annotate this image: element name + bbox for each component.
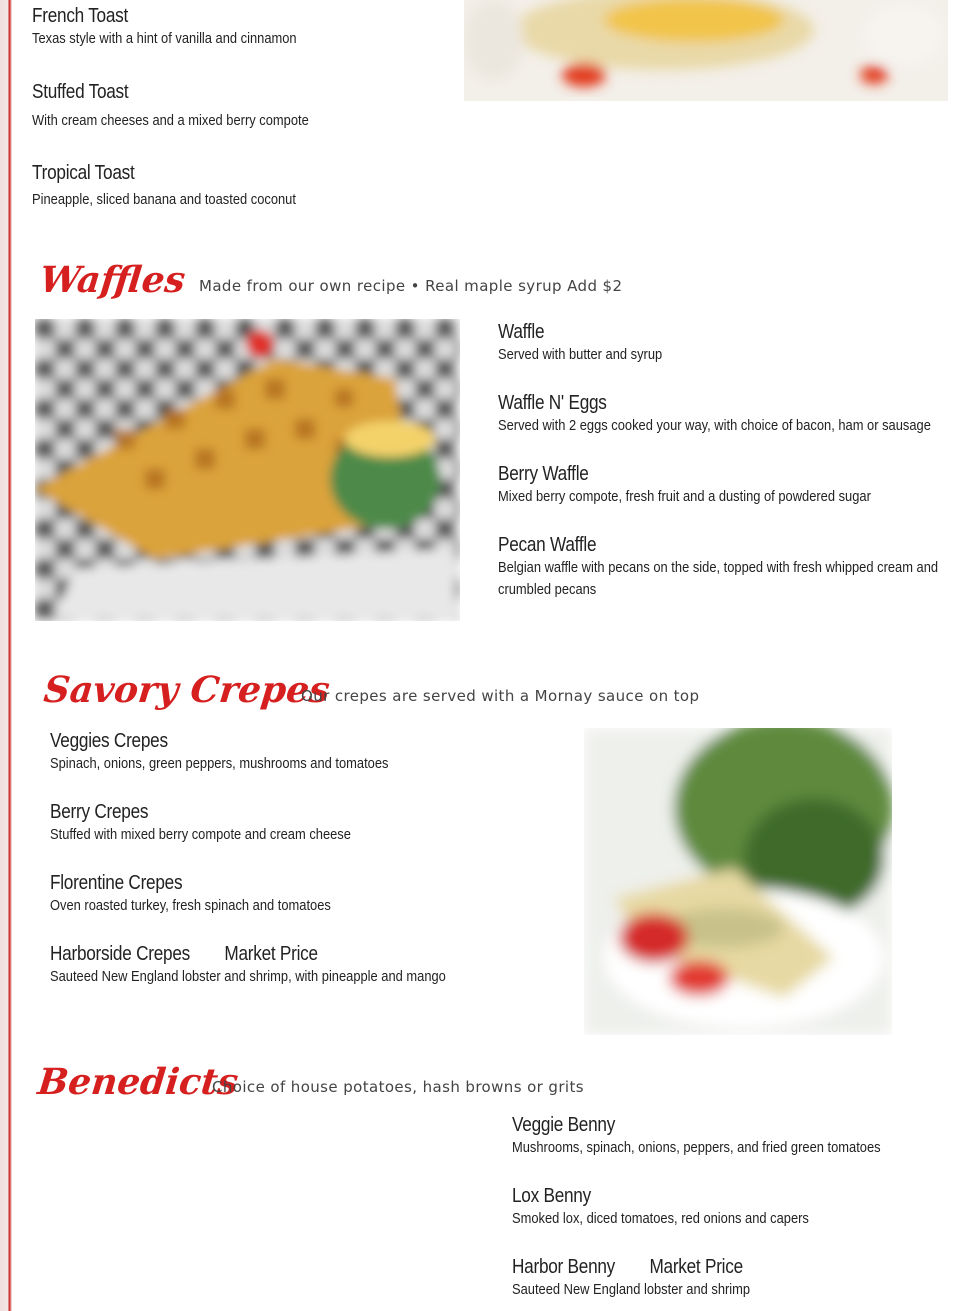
waffle-photo bbox=[35, 319, 460, 621]
item-name: Harbor Benny bbox=[512, 1256, 616, 1278]
item-description: Mushrooms, spinach, onions, peppers, and fried green tomatoes bbox=[512, 1139, 881, 1156]
item-name: Pecan Waffle bbox=[498, 534, 597, 556]
menu-item-harborside-crepes bbox=[50, 942, 510, 988]
crepe-photo bbox=[584, 728, 892, 1035]
item-description: Pineapple, sliced banana and toasted coconut bbox=[32, 191, 296, 208]
section-title-savory-crepes: Savory Crepes bbox=[41, 669, 332, 711]
item-price: Market Price bbox=[224, 943, 318, 965]
item-name: Florentine Crepes bbox=[50, 872, 183, 894]
item-name: Veggies Crepes bbox=[50, 730, 168, 752]
item-description: Mixed berry compote, fresh fruit and a dusting of powdered sugar bbox=[498, 488, 871, 505]
toast-photo bbox=[464, 0, 948, 101]
item-name: Berry Crepes bbox=[50, 801, 149, 823]
menu-item-lox-benny bbox=[512, 1184, 857, 1230]
left-border-rule bbox=[0, 0, 12, 1311]
menu-item-french-toast bbox=[32, 4, 340, 50]
menu-item-waffle-n-eggs bbox=[498, 391, 965, 437]
item-name: Harborside Crepes bbox=[50, 943, 190, 965]
menu-item-harbor-benny bbox=[512, 1255, 789, 1301]
item-name-with-price bbox=[512, 1255, 750, 1279]
item-description: Stuffed with mixed berry compote and cream cheese bbox=[50, 826, 351, 843]
menu-item-berry-waffle bbox=[498, 462, 932, 508]
item-description: Spinach, onions, green peppers, mushrooms and tomatoes bbox=[50, 755, 389, 772]
section-note-crepes: Our crepes are served with a Mornay sauce on top bbox=[301, 687, 700, 705]
item-description: Texas style with a hint of vanilla and cinnamon bbox=[32, 30, 297, 47]
item-name: Stuffed Toast bbox=[32, 81, 129, 103]
menu-item-florentine-crepes bbox=[50, 871, 377, 917]
section-note-benedicts: Choice of house potatoes, hash browns or grits bbox=[212, 1078, 584, 1096]
item-name: Veggie Benny bbox=[512, 1114, 616, 1136]
item-name: Waffle N' Eggs bbox=[498, 392, 607, 414]
menu-item-veggies-crepes bbox=[50, 729, 444, 775]
menu-item-stuffed-toast bbox=[32, 80, 354, 132]
item-name: Waffle bbox=[498, 321, 545, 343]
menu-item-pecan-waffle bbox=[498, 533, 965, 601]
item-description: Served with butter and syrup bbox=[498, 346, 663, 363]
item-name: French Toast bbox=[32, 5, 129, 27]
item-price: Market Price bbox=[649, 1256, 743, 1278]
item-name: Berry Waffle bbox=[498, 463, 589, 485]
item-description: Smoked lox, diced tomatoes, red onions and capers bbox=[512, 1210, 809, 1227]
menu-item-waffle bbox=[498, 320, 689, 366]
item-description: With cream cheeses and a mixed berry compote bbox=[32, 112, 309, 129]
item-name: Lox Benny bbox=[512, 1185, 591, 1207]
item-name: Tropical Toast bbox=[32, 162, 135, 184]
section-title-waffles: Waffles bbox=[37, 259, 188, 301]
item-description: Oven roasted turkey, fresh spinach and tomatoes bbox=[50, 897, 331, 914]
menu-item-tropical-toast bbox=[32, 161, 339, 211]
item-description: Sauteed New England lobster and shrimp bbox=[512, 1281, 751, 1298]
item-description: Belgian waffle with pecans on the side, topped with fresh whipped cream and crumbled pecans bbox=[498, 559, 939, 598]
item-description: Sauteed New England lobster and shrimp, with pineapple and mango bbox=[50, 968, 446, 985]
item-description: Served with 2 eggs cooked your way, with choice of bacon, ham or sausage bbox=[498, 417, 931, 434]
section-title-benedicts: Benedicts bbox=[35, 1061, 241, 1103]
item-name-with-price bbox=[50, 942, 446, 966]
menu-item-veggie-benny bbox=[512, 1113, 941, 1159]
menu-item-berry-crepes bbox=[50, 800, 400, 846]
section-note-waffles: Made from our own recipe • Real maple syrup Add $2 bbox=[199, 277, 623, 295]
